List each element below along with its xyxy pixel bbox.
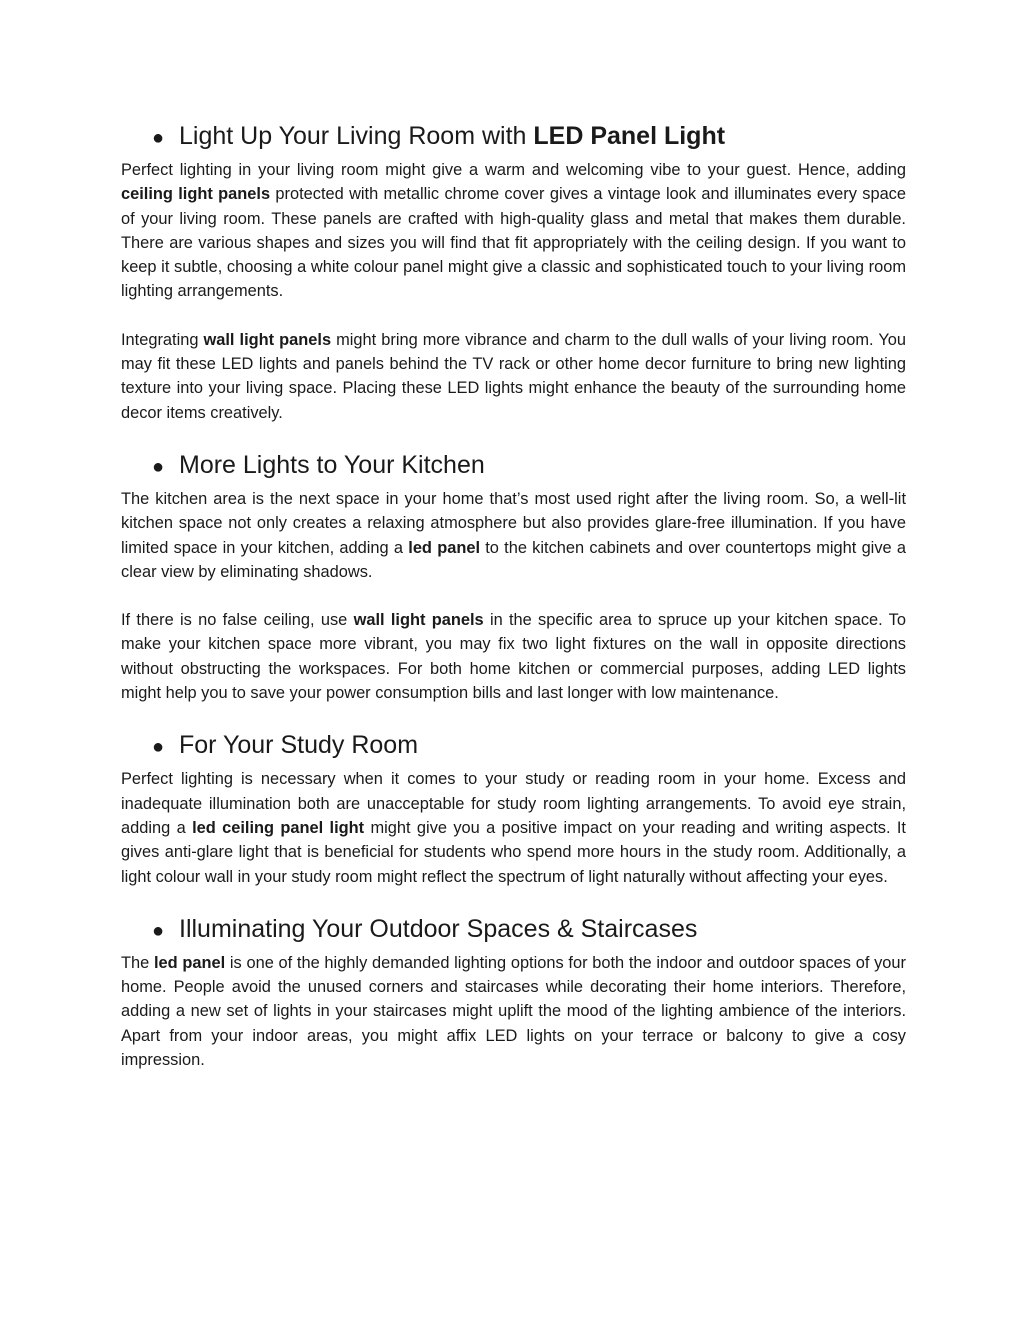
text-run: The kitchen area is the next space in your home that’s most used right after the living room. So, a well-lit kitchen space not only creates a relaxing atmosphere but also provides glare-free illumination. If you have limited space in your kitchen, adding a [121,489,906,557]
heading-strong-text: LED Panel Light [533,122,726,150]
text-run: If there is no false ceiling, use [121,611,354,630]
text-run: in the specific area to spruce up your kitchen space. To make your kitchen space more vibrant, you may fix two light fixtures on the wall in opposite directions without obstructing the workspaces. For both home kitchen or commercial purposes, adding LED lights might help you to save your power consumption bills and last longer with low maintenance. [121,611,906,703]
text-run: The [121,953,154,972]
bullet-icon: ● [152,919,165,942]
paragraph [121,608,906,705]
bullet-icon: ● [152,127,165,149]
section-heading [121,447,906,483]
text-run: might give you a positive impact on your reading and writing aspects. It gives anti-glare light that is beneficial for students who spend more hours in the study room. Additionally, a light colour wall in your study room might reflect the spectrum of light naturally without affecting your eyes. [121,818,906,886]
bullet-icon: ● [152,455,165,478]
section-heading [121,727,906,763]
heading-text: Light Up Your Living Room with [179,122,534,150]
paragraph [121,487,906,584]
text-run: Perfect lighting in your living room might give a warm and welcoming vibe to your guest. Hence, adding [121,161,906,179]
text-run: Perfect lighting is necessary when it comes to your study or reading room in your home. Excess and inadequate illumination both are unacceptable for study room lighting arrangements. To avoid eye strain, adding a [121,770,906,837]
paragraph [121,767,906,888]
bold-run: ceiling light panels [121,185,271,204]
paragraph [121,951,906,1072]
section-heading [121,911,906,947]
bold-run: wall light panels [203,330,332,349]
heading-text: Illuminating Your Outdoor Spaces & Staircases [179,914,698,943]
bold-run: wall light panels [353,611,484,630]
bold-run: led ceiling panel light [192,818,365,837]
paragraph [121,158,906,304]
text-run: to the kitchen cabinets and over countertops might give a clear view by eliminating shadows. [121,538,906,581]
bold-run: led panel [408,538,480,557]
text-run: might bring more vibrance and charm to the dull walls of your living room. You may fit these LED lights and panels behind the TV rack or other home decor furniture to bring new lighting texture into your living space. Placing these LED lights might enhance the beauty of the surrounding home decor items creatively. [121,330,906,422]
text-run: is one of the highly demanded lighting options for both the indoor and outdoor spaces of your home. People avoid the unused corners and staircases while decorating their home interiors. Therefore, adding a new set of lights in your staircases might uplift the mood of the lighting ambience of the interiors. Apart from your indoor areas, you might affix LED lights on your terrace or balcony to give a cosy impression. [121,953,906,1070]
document-page [121,118,906,1072]
text-run: Integrating [121,330,204,349]
section-heading [121,118,906,154]
heading-text: More Lights to Your Kitchen [179,450,485,479]
text-run: protected with metallic chrome cover gives a vintage look and illuminates every space of your living room. These panels are crafted with high-quality glass and metal that makes them durable. There are various shapes and sizes you will find that fit appropriately with the ceiling design. If you want to keep it subtle, choosing a white colour panel might give a classic and sophisticated touch to your living room lighting arrangements. [121,185,906,301]
heading-text: For Your Study Room [179,731,419,760]
bold-run: led panel [153,953,226,972]
paragraph [121,328,906,425]
bullet-icon: ● [152,736,165,759]
